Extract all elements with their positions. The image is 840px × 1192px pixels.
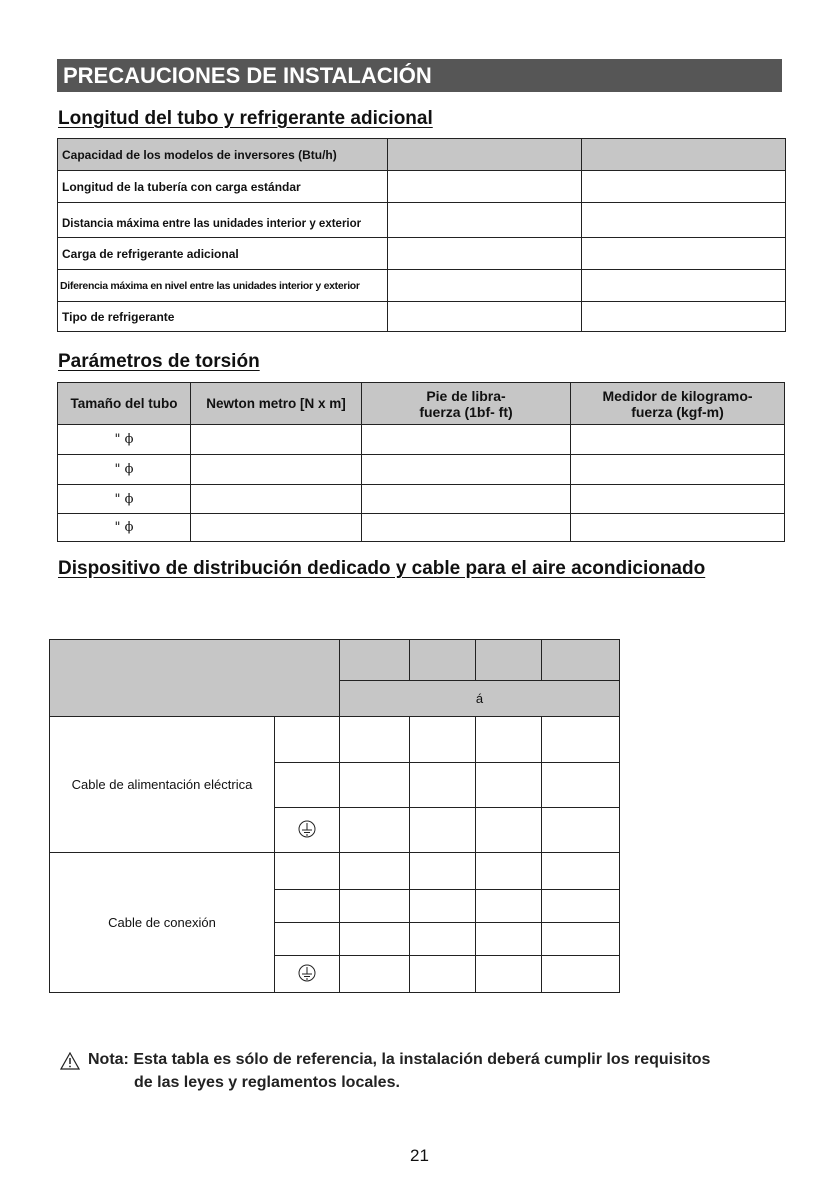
table-row (58, 455, 785, 485)
ground-icon (298, 820, 316, 838)
table-header-row (50, 640, 620, 681)
row-label: Longitud de la tubería con carga estándar (58, 171, 388, 203)
header-newton-meter: Newton metro [N x m] (191, 383, 362, 425)
table-row (50, 717, 620, 763)
pipe-length-table (57, 138, 786, 332)
header-kgf-meter: Medidor de kilogramo-fuerza (kgf-m) (571, 383, 785, 425)
header-pound-force-foot: Pie de libra-fuerza (1bf- ft) (362, 383, 571, 425)
section-heading-pipe-length: Longitud del tubo y refrigerante adicional (58, 108, 433, 129)
pipe-size-cell: " ϕ (58, 514, 191, 542)
torque-table (57, 382, 785, 542)
table-row (58, 302, 786, 332)
note-line-2: de las leyes y reglamentos locales. (134, 1074, 400, 1091)
page-title: PRECAUCIONES DE INSTALACIÓN (57, 59, 782, 92)
section-heading-distribution: Dispositivo de distribución dedicado y cable para el aire acondicionado (58, 558, 706, 579)
row-label: Carga de refrigerante adicional (58, 238, 388, 270)
table-row (58, 425, 785, 455)
cable-table (49, 639, 620, 993)
header-pipe-size: Tamaño del tubo (58, 383, 191, 425)
connection-cable-label: Cable de conexión (50, 853, 275, 993)
pipe-size-cell: " ϕ (58, 455, 191, 485)
table-row (58, 514, 785, 542)
warning-icon (60, 1052, 80, 1070)
pipe-size-cell: " ϕ (58, 485, 191, 514)
table-row (58, 203, 786, 238)
table-row (58, 270, 786, 302)
table-row (58, 139, 786, 171)
table-row (58, 238, 786, 270)
table-row (58, 171, 786, 203)
power-cable-label: Cable de alimentación eléctrica (50, 717, 275, 853)
row-label: Diferencia máxima en nivel entre las unidades interior y exterior (58, 270, 388, 302)
table-header-row (58, 383, 785, 425)
row-label: Tipo de refrigerante (58, 302, 388, 332)
table-row (58, 485, 785, 514)
ground-icon (298, 964, 316, 982)
header-subcell: á (340, 681, 620, 717)
page-number: 21 (410, 1146, 429, 1165)
table-row (50, 853, 620, 890)
row-label: Distancia máxima entre las unidades interior y exterior (58, 203, 388, 238)
table-header-cell: Capacidad de los modelos de inversores (Btu/h) (58, 139, 388, 171)
section-heading-torque: Parámetros de torsión (58, 351, 260, 372)
note-line-1: Nota: Esta tabla es sólo de referencia, la instalación deberá cumplir los requisitos (88, 1051, 711, 1068)
pipe-size-cell: " ϕ (58, 425, 191, 455)
